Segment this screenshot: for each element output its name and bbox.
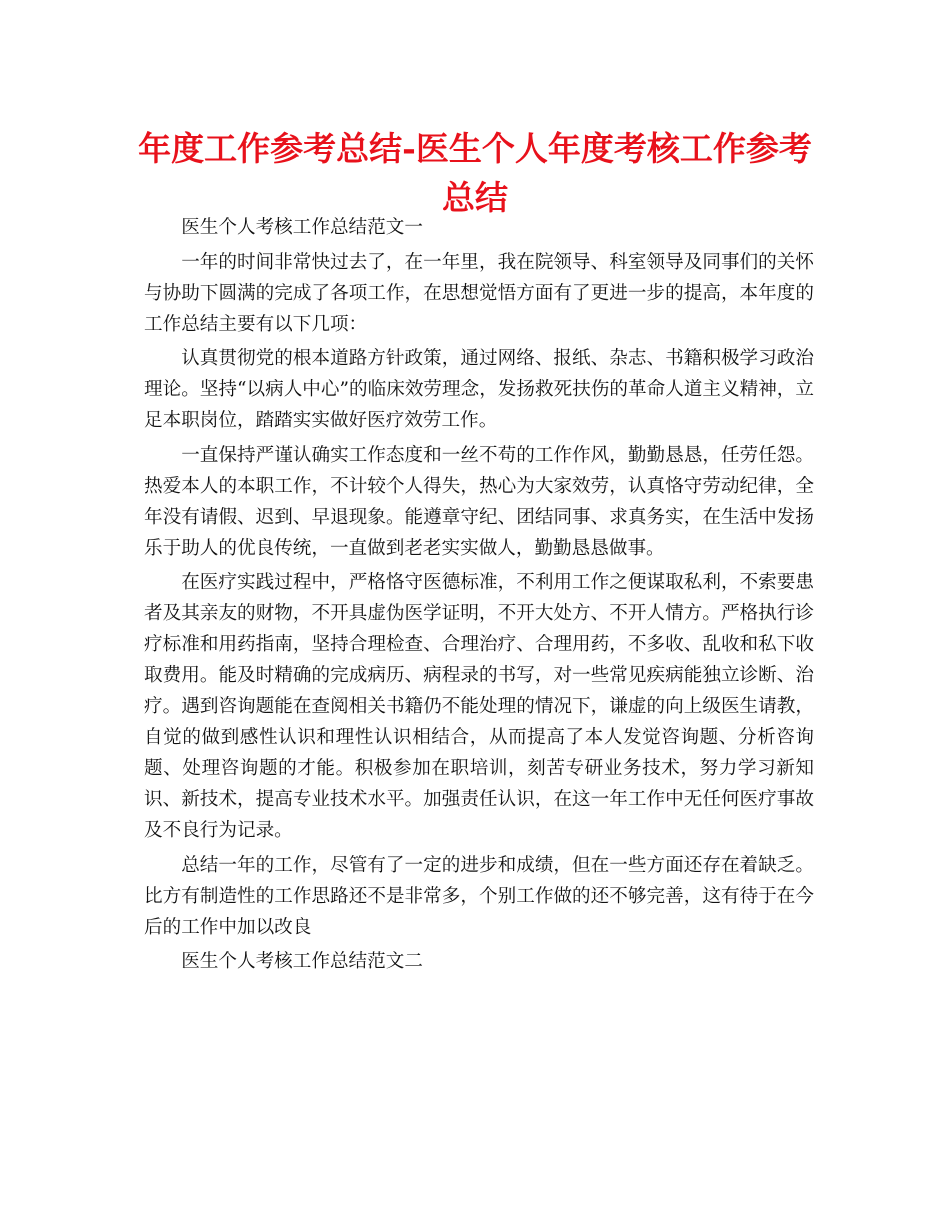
paragraph-work-attitude: 一直保持严谨认确实工作态度和一丝不苟的工作作风，勤勤恳恳，任劳任怨。热爱本人的本职工作，不计较个人得失，热心为大家效劳，认真恪守劳动纪律，全年没有请假、迟到、早退现象。能遵章守纪、团结同事、求真务实，在生活中发扬乐于助人的优良传统，一直做到老老实实做人，勤勤恳恳做事。 [144, 444, 814, 559]
document-title: 年度工作参考总结-医生个人年度考核工作参考总结 [138, 129, 812, 217]
section-heading-1: 医生个人考核工作总结范文一 [181, 217, 423, 238]
section-heading-2: 医生个人考核工作总结范文二 [181, 951, 423, 972]
document-body [144, 212, 814, 981]
paragraph-politics: 认真贯彻党的根本道路方针政策，通过网络、报纸、杂志、书籍积极学习政治理论。坚持“以病人中心”的临床效劳理念，发扬救死扶伤的革命人道主义精神，立足本职岗位，踏踏实实做好医疗效劳工作。 [144, 348, 814, 431]
paragraph-summary: 总结一年的工作，尽管有了一定的进步和成绩，但在一些方面还存在着缺乏。比方有制造性的工作思路还不是非常多，个别工作做的还不够完善，这有待于在今后的工作中加以改良 [144, 854, 814, 938]
paragraph-medical-practice: 在医疗实践过程中，严格恪守医德标准，不利用工作之便谋取私利，不索要患者及其亲友的财物，不开具虚伪医学证明，不开大处方、不开人情方。严格执行诊疗标准和用药指南，坚持合理检查、合理治疗、合理用药，不多收、乱收和私下收取费用。能及时精确的完成病历、病程录的书写，对一些常见疾病能独立诊断、治疗。遇到咨询题能在查阅相关书籍仍不能处理的情况下，谦虚的向上级医生请教，自觉的做到感性认识和理性认识相结合，从而提高了本人发觉咨询题、分析咨询题、处理咨询题的才能。积极参加在职培训，刻苦专研业务技术，努力学习新知识、新技术，提高专业技术水平。加强责任认识，在这一年工作中无任何医疗事故及不良行为记录。 [144, 572, 814, 841]
paragraph-intro: 一年的时间非常快过去了，在一年里，我在院领导、科室领导及同事们的关怀与协助下圆满的完成了各项工作，在思想觉悟方面有了更进一步的提高，本年度的工作总结主要有以下几项： [144, 251, 814, 335]
